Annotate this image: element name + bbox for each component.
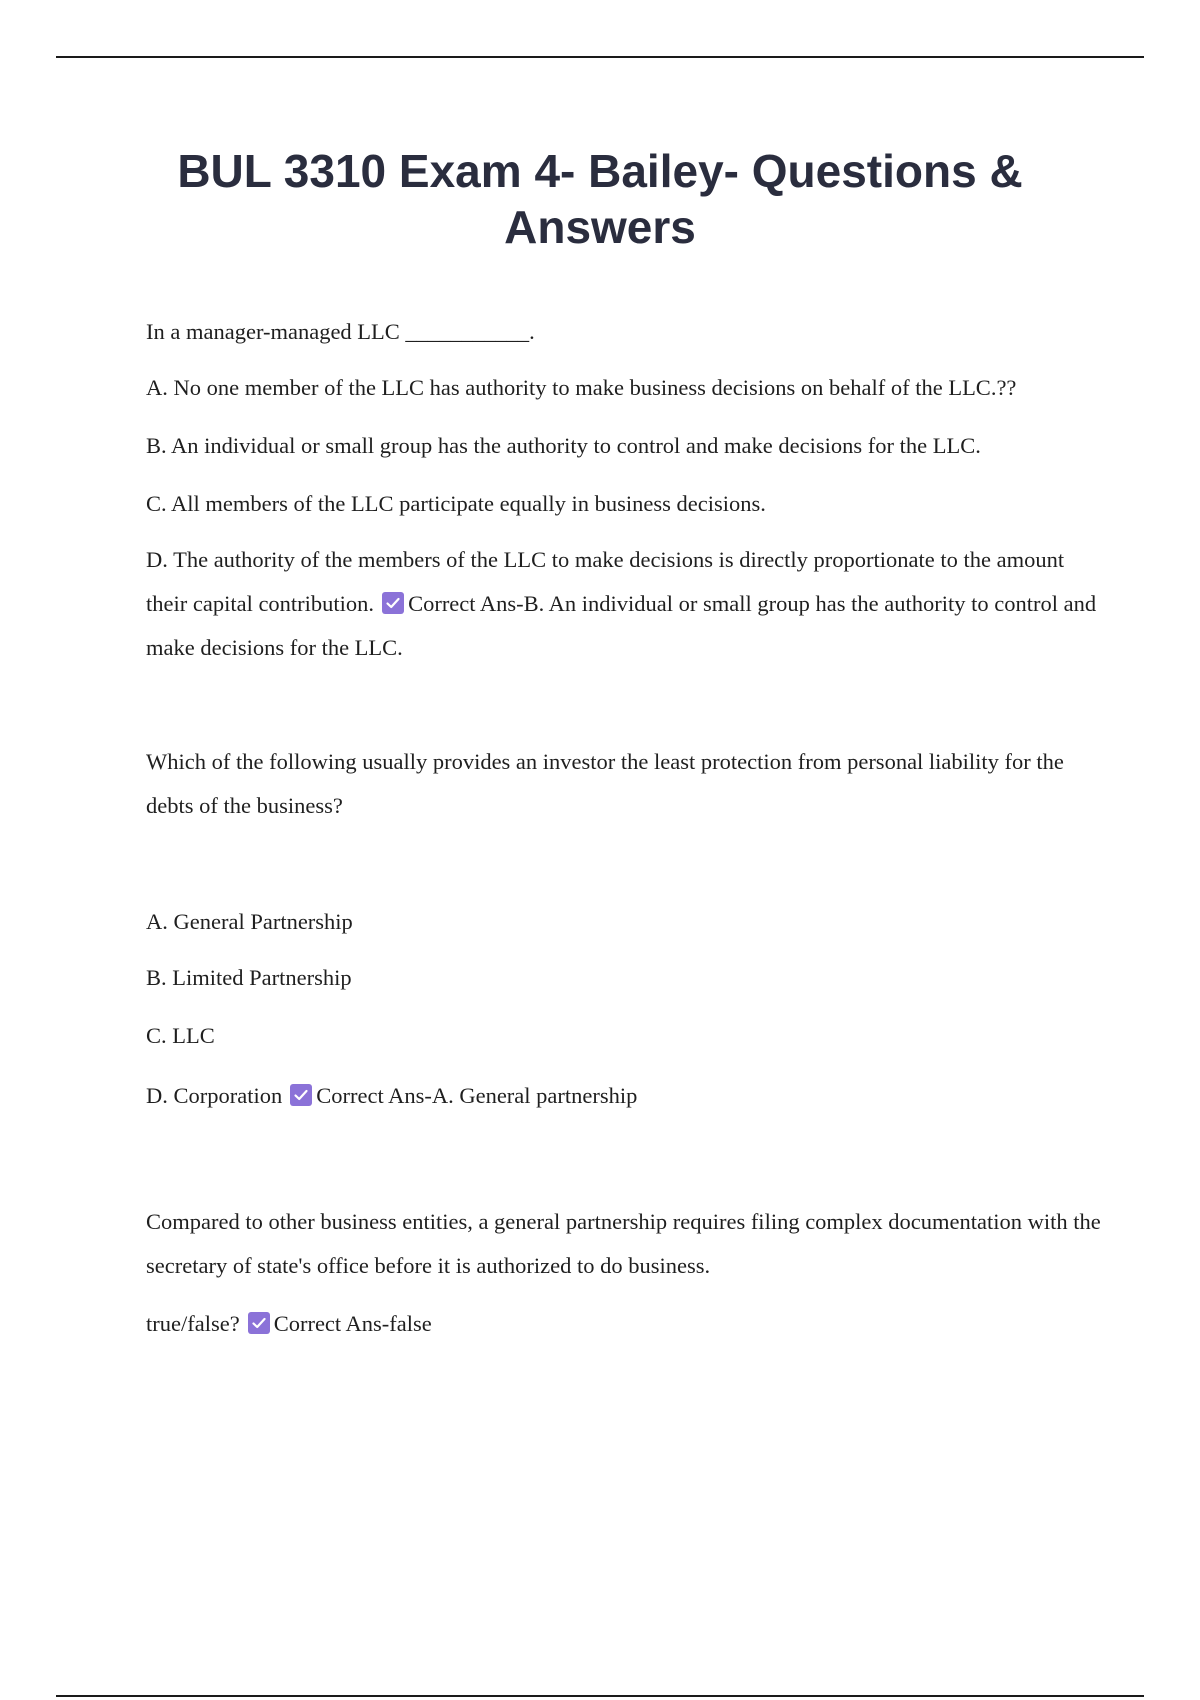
question-1-option-a: A. No one member of the LLC has authority to make business decisions on behalf of the LLC.?? [146, 375, 1017, 400]
top-rule [56, 56, 1144, 58]
check-icon [290, 1084, 312, 1106]
check-icon [248, 1312, 270, 1334]
question-1-option-c: C. All members of the LLC participate equally in business decisions. [146, 491, 766, 516]
title-line-1: BUL 3310 Exam 4- Bailey- Questions & [177, 145, 1023, 197]
bottom-rule [56, 1695, 1144, 1697]
question-2-answer: Correct Ans-A. General partnership [316, 1083, 638, 1108]
question-2-option-d [146, 1074, 1106, 1118]
document-body [146, 310, 1106, 1346]
question-1-option-d-text: D. The authority of the members of the LLC to make decisions is directly proportionate to the amount their capital contribution. [146, 547, 1065, 616]
question-2-prompt: Which of the following usually provides an investor the least protection from personal liability for the debts of the business? [146, 749, 1064, 818]
page-title [100, 143, 1100, 255]
question-3 [146, 1200, 1106, 1346]
question-2-option-c: C. LLC [146, 1023, 215, 1048]
question-2 [146, 740, 1106, 1118]
question-2-option-b: B. Limited Partnership [146, 965, 352, 990]
question-1-option-d [146, 538, 1106, 670]
check-icon [382, 592, 404, 614]
question-1 [146, 310, 1106, 670]
title-line-2: Answers [504, 201, 696, 253]
question-3-answer: Correct Ans-false [273, 1311, 432, 1336]
question-1-prompt: In a manager-managed LLC ___________. [146, 319, 535, 344]
question-3-prompt: Compared to other business entities, a general partnership requires filing complex documentation with the secretary of state's office before it is authorized to do business. [146, 1209, 1101, 1278]
question-1-option-b: B. An individual or small group has the authority to control and make decisions for the LLC. [146, 433, 981, 458]
question-1-answer: Correct Ans-B. An individual or small group has the authority to control and make decisions for the LLC. [146, 591, 1097, 660]
question-2-option-a: A. General Partnership [146, 909, 353, 934]
question-3-option-text: true/false? [146, 1311, 240, 1336]
question-2-option-d-text: D. Corporation [146, 1083, 283, 1108]
question-3-option [146, 1302, 1106, 1346]
